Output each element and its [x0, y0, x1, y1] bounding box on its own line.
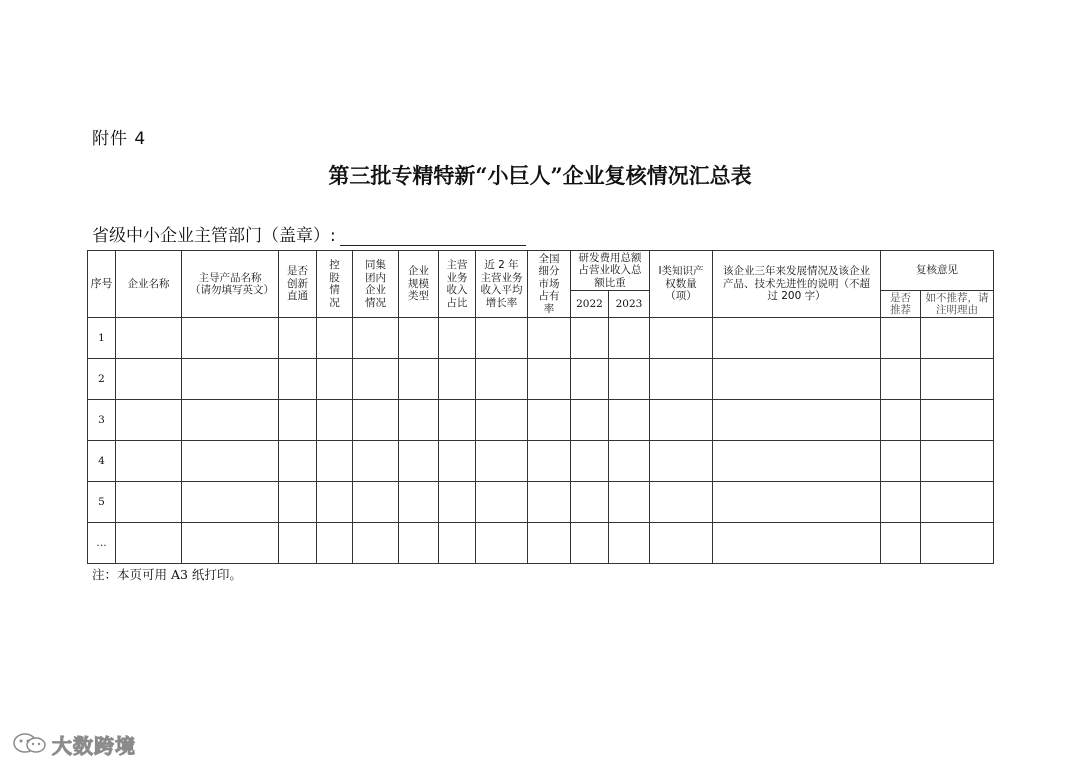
cell-share[interactable]: [528, 400, 571, 441]
cell-group[interactable]: [353, 523, 399, 564]
cell-growth[interactable]: [476, 523, 528, 564]
cell-ip[interactable]: [650, 482, 713, 523]
header-rd-2022: 2022: [571, 291, 609, 318]
cell-desc[interactable]: [713, 400, 881, 441]
cell-company[interactable]: [116, 359, 182, 400]
cell-rd-2022[interactable]: [571, 400, 609, 441]
cell-innovation[interactable]: [279, 482, 317, 523]
cell-scale[interactable]: [399, 400, 439, 441]
header-control: 控股情况: [317, 251, 353, 318]
cell-innovation[interactable]: [279, 359, 317, 400]
header-row: [88, 251, 994, 291]
cell-rd-2023[interactable]: [609, 482, 650, 523]
cell-scale[interactable]: [399, 318, 439, 359]
cell-scale[interactable]: [399, 523, 439, 564]
cell-company[interactable]: [116, 400, 182, 441]
header-main-ratio: 主营业务收入占比: [439, 251, 476, 318]
table-row: [88, 400, 994, 441]
cell-desc[interactable]: [713, 318, 881, 359]
cell-rd-2023[interactable]: [609, 359, 650, 400]
watermark-text: 大数跨境: [52, 734, 136, 758]
header-company: 企业名称: [116, 251, 182, 318]
table-row: [88, 523, 994, 564]
cell-ip[interactable]: [650, 523, 713, 564]
header-seq: 序号: [88, 251, 116, 318]
cell-group[interactable]: [353, 400, 399, 441]
table-row: [88, 441, 994, 482]
cell-main-ratio[interactable]: [439, 441, 476, 482]
cell-share[interactable]: [528, 482, 571, 523]
cell-rd-2023[interactable]: [609, 441, 650, 482]
cell-rd-2022[interactable]: [571, 523, 609, 564]
cell-reason[interactable]: [921, 482, 994, 523]
cell-control[interactable]: [317, 400, 353, 441]
row-index: 2: [88, 359, 116, 400]
cell-ip[interactable]: [650, 318, 713, 359]
cell-desc[interactable]: [713, 523, 881, 564]
cell-innovation[interactable]: [279, 523, 317, 564]
header-rd-2023: 2023: [609, 291, 650, 318]
cell-ip[interactable]: [650, 359, 713, 400]
cell-growth[interactable]: [476, 441, 528, 482]
cell-rd-2022[interactable]: [571, 441, 609, 482]
cell-control[interactable]: [317, 359, 353, 400]
cell-share[interactable]: [528, 318, 571, 359]
row-index: 5: [88, 482, 116, 523]
table-row: [88, 482, 994, 523]
row-index: 3: [88, 400, 116, 441]
cell-desc[interactable]: [713, 482, 881, 523]
cell-company[interactable]: [116, 318, 182, 359]
cell-group[interactable]: [353, 318, 399, 359]
cell-main-ratio[interactable]: [439, 400, 476, 441]
cell-share[interactable]: [528, 359, 571, 400]
cell-control[interactable]: [317, 523, 353, 564]
cell-scale[interactable]: [399, 359, 439, 400]
cell-rd-2022[interactable]: [571, 318, 609, 359]
cell-ip[interactable]: [650, 400, 713, 441]
page-title: 第三批专精特新“小巨人”企业复核情况汇总表: [328, 163, 752, 188]
cell-innovation[interactable]: [279, 441, 317, 482]
cell-product[interactable]: [182, 318, 279, 359]
department-label: 省级中小企业主管部门（盖章）:: [92, 226, 336, 246]
header-share: 全国细分市场占有率: [528, 251, 571, 318]
header-ip: Ⅰ类知识产权数量（项）: [650, 251, 713, 318]
cell-product[interactable]: [182, 359, 279, 400]
watermark: [12, 730, 136, 759]
cell-reason[interactable]: [921, 523, 994, 564]
cell-main-ratio[interactable]: [439, 318, 476, 359]
cell-company[interactable]: [116, 441, 182, 482]
header-desc: 该企业三年来发展情况及该企业产品、技术先进性的说明（不超过 200 字）: [713, 251, 881, 318]
cell-group[interactable]: [353, 359, 399, 400]
cell-recommend[interactable]: [881, 400, 921, 441]
header-group: 同集团内企业情况: [353, 251, 399, 318]
cell-scale[interactable]: [399, 482, 439, 523]
cell-reason[interactable]: [921, 359, 994, 400]
cell-share[interactable]: [528, 523, 571, 564]
cell-ip[interactable]: [650, 441, 713, 482]
header-review: 复核意见: [881, 251, 994, 291]
footnote: 注：本页可用 A3 纸打印。: [92, 567, 242, 582]
cell-main-ratio[interactable]: [439, 523, 476, 564]
cell-recommend[interactable]: [881, 441, 921, 482]
cell-main-ratio[interactable]: [439, 359, 476, 400]
cell-product[interactable]: [182, 400, 279, 441]
cell-rd-2022[interactable]: [571, 482, 609, 523]
cell-share[interactable]: [528, 441, 571, 482]
cell-group[interactable]: [353, 441, 399, 482]
cell-growth[interactable]: [476, 359, 528, 400]
cell-desc[interactable]: [713, 359, 881, 400]
row-index: …: [88, 523, 116, 564]
header-recommend: 是否推荐: [881, 291, 921, 318]
cell-rd-2023[interactable]: [609, 523, 650, 564]
wechat-logo-icon: [12, 731, 48, 759]
cell-control[interactable]: [317, 441, 353, 482]
attachment-label: 附件 4: [92, 129, 147, 149]
cell-rd-2023[interactable]: [609, 400, 650, 441]
header-innovation: 是否创新直通: [279, 251, 317, 318]
cell-group[interactable]: [353, 482, 399, 523]
cell-company[interactable]: [116, 523, 182, 564]
cell-scale[interactable]: [399, 441, 439, 482]
cell-growth[interactable]: [476, 400, 528, 441]
cell-recommend[interactable]: [881, 318, 921, 359]
cell-main-ratio[interactable]: [439, 482, 476, 523]
header-rd: 研发费用总额占营业收入总额比重: [571, 251, 650, 291]
row-index: 4: [88, 441, 116, 482]
cell-innovation[interactable]: [279, 400, 317, 441]
cell-control[interactable]: [317, 482, 353, 523]
summary-table: [87, 250, 994, 564]
cell-product[interactable]: [182, 523, 279, 564]
header-product: 主导产品名称（请勿填写英文）: [182, 251, 279, 318]
cell-rd-2022[interactable]: [571, 359, 609, 400]
cell-company[interactable]: [116, 482, 182, 523]
cell-recommend[interactable]: [881, 482, 921, 523]
cell-reason[interactable]: [921, 441, 994, 482]
department-line: [92, 221, 526, 246]
cell-rd-2023[interactable]: [609, 318, 650, 359]
department-blank-field: [340, 225, 526, 246]
table-row: [88, 318, 994, 359]
header-growth: 近 2 年主营业务收入平均增长率: [476, 251, 528, 318]
cell-recommend[interactable]: [881, 523, 921, 564]
header-scale: 企业规模类型: [399, 251, 439, 318]
cell-product[interactable]: [182, 482, 279, 523]
cell-control[interactable]: [317, 318, 353, 359]
cell-innovation[interactable]: [279, 318, 317, 359]
table-row: [88, 359, 994, 400]
cell-reason[interactable]: [921, 400, 994, 441]
cell-desc[interactable]: [713, 441, 881, 482]
cell-growth[interactable]: [476, 482, 528, 523]
row-index: 1: [88, 318, 116, 359]
cell-recommend[interactable]: [881, 359, 921, 400]
header-reason: 如不推荐，请注明理由: [921, 291, 994, 318]
cell-reason[interactable]: [921, 318, 994, 359]
cell-growth[interactable]: [476, 318, 528, 359]
cell-product[interactable]: [182, 441, 279, 482]
